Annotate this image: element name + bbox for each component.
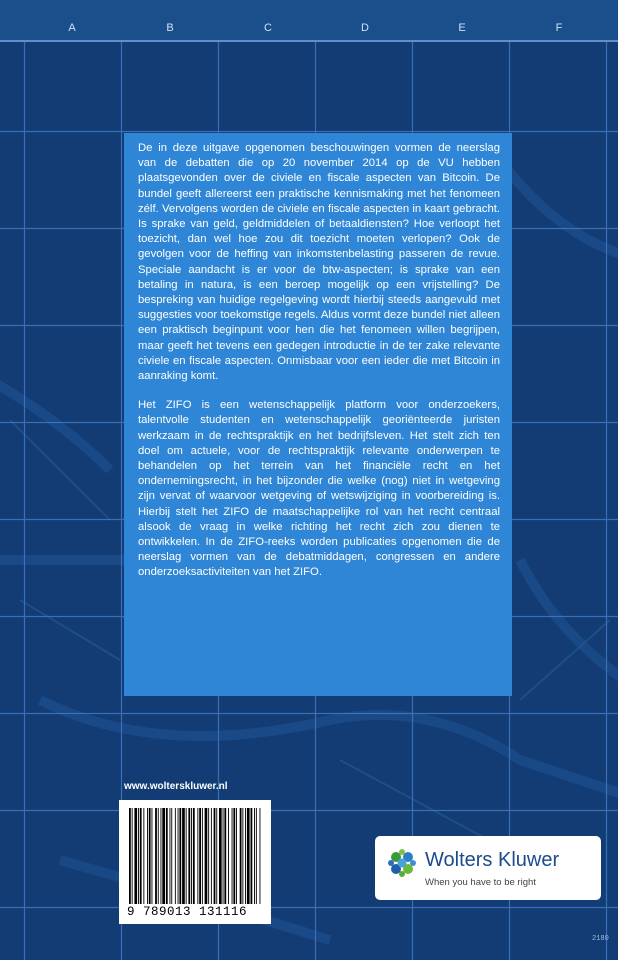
barcode-bar [178, 808, 179, 904]
column-letter-b: B [166, 22, 174, 34]
barcode-bar [158, 808, 159, 904]
barcode-bar [175, 808, 176, 904]
barcode-bar [171, 808, 172, 904]
blurb-panel [124, 133, 512, 696]
publisher-logo [375, 836, 601, 900]
barcode-bar [149, 808, 151, 904]
barcode-bar [208, 808, 209, 904]
barcode-bar [197, 808, 198, 904]
column-letter-c: C [264, 22, 272, 34]
barcode-bar [188, 808, 190, 904]
barcode-bar [166, 808, 168, 904]
column-letter-f: F [555, 22, 563, 34]
wolters-kluwer-logo-icon [387, 848, 417, 878]
blurb-paragraph-bitcoin: De in deze uitgave opgenomen beschouwingen vormen de neerslag van de debatten die op 20 november 2014 op de VU hebben plaatsgevonden over de civiele en fiscale aspecten van Bitcoin. De bundel geeft allereerst een praktische kennismaking met het fenomeen zélf. Vervolgens worden de civiele en fiscale aspecten in kaart gebracht. Is sprake van geld, geldmiddelen of betaaldiensten? Hoe verloopt het toezicht, dan wel hoe zou dit toezicht moeten verlopen? Ook de gevolgen voor de heffing van inkomstenbelasting passeren de revue. Speciale aandacht is er voor de btw-aspecten; is sprake van een betaling in natura, is een beroep mogelijk op een vrijstelling? De bespreking van huidige regelgeving wordt hierbij steeds aangevuld met suggesties voor toekomstige regels. Aldus vormt deze bundel niet alleen een praktisch beginpunt voor hen die het fenomeen willen begrijpen, maar geeft het tevens een gedegen introductie in de ter zake relevante civiele en fiscale aspecten. Onmisbaar voor een ieder die met Bitcoin in aanraking komt. [138, 142, 500, 383]
barcode-bar [170, 808, 171, 904]
column-letter-e: E [458, 22, 466, 34]
barcode-bar [251, 808, 253, 904]
barcode-bar [152, 808, 153, 904]
barcode-bar [228, 808, 229, 904]
barcode-bar [199, 808, 201, 904]
barcode-bar [162, 808, 165, 904]
barcode-bar [186, 808, 187, 904]
barcode-bar [236, 808, 237, 904]
barcode-bar [147, 808, 148, 904]
blurb-paragraph-zifo: Het ZIFO is een wetenschappelijk platform voor onderzoekers, talentvolle studenten en wetenschappelijk georiënteerde juristen werkzaam in de rechtspraktijk en het bedrijfsleven. Het stelt zich ten doel om actuele, voor de rechtspraktijk relevante onderwerpen te behandelen op het terrein van het financiële recht en het ondernemingsrecht, in het bijzonder die welke (nog) niet in wetgeving zijn vervat of waarvoor wetgeving of wetswijziging in voorbereiding is. Hierbij stelt het ZIFO de maatschappelijke rol van het recht centraal alsook de vraag in welke richting het recht zich zou dienen te ontwikkelen. In de ZIFO-reeks worden publicaties opgenomen die de neerslag vormen van de debatmiddagen, congressen en andere onderzoeksactiviteiten van het ZIFO. [138, 399, 500, 579]
barcode-bar [245, 808, 246, 904]
column-letter-d: D [361, 22, 369, 34]
barcode-bar [219, 808, 222, 904]
barcode-bar [211, 808, 212, 904]
barcode-bar [191, 808, 192, 904]
barcode-bar [140, 808, 142, 904]
column-letter-a: A [68, 22, 76, 34]
barcode-bar [179, 808, 181, 904]
barcode-bar [233, 808, 235, 904]
barcode-bar [254, 808, 255, 904]
barcode-bar [155, 808, 157, 904]
barcode-bar [132, 808, 133, 904]
barcode-bar [161, 808, 162, 904]
barcode-bar [247, 808, 250, 904]
barcode-bar [242, 808, 243, 904]
corner-code: 2180 [592, 935, 609, 943]
barcode-bar [216, 808, 217, 904]
barcode-bar [182, 808, 185, 904]
barcode-bar [260, 808, 261, 904]
barcode-bars [127, 808, 263, 904]
barcode-digits: 9 789013 131116 [127, 905, 248, 919]
barcode-bar [205, 808, 208, 904]
publisher-tagline: When you have to be right [425, 877, 536, 888]
column-header-strip [0, 0, 618, 42]
publisher-name: Wolters Kluwer [425, 849, 560, 871]
barcode-bar [240, 808, 242, 904]
isbn-barcode [119, 800, 271, 924]
barcode-bar [193, 808, 195, 904]
barcode-bar [232, 808, 233, 904]
barcode-bar [134, 808, 137, 904]
publisher-website: www.wolterskluwer.nl [124, 781, 228, 792]
barcode-bar [256, 808, 257, 904]
barcode-bar [224, 808, 226, 904]
barcode-bar [129, 808, 131, 904]
barcode-bar [143, 808, 144, 904]
barcode-bar [223, 808, 224, 904]
barcode-bar [214, 808, 216, 904]
barcode-bar [138, 808, 139, 904]
barcode-bar [202, 808, 203, 904]
